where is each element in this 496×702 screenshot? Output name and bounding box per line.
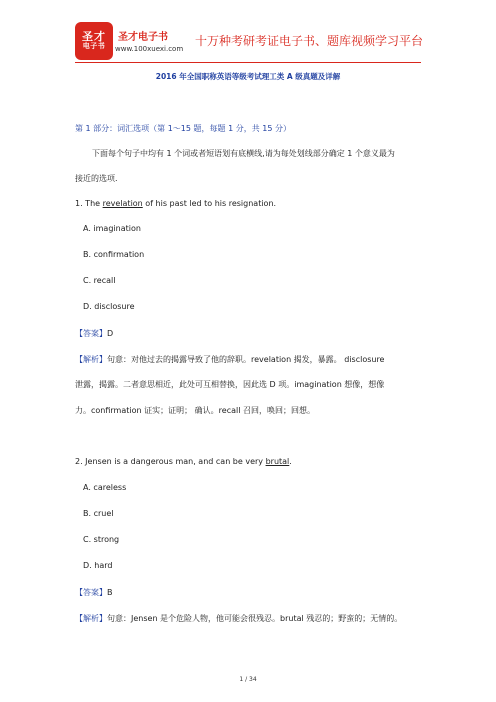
header-divider <box>75 62 421 63</box>
logo-line1: 圣才 <box>82 30 106 44</box>
page-number: 1 / 34 <box>239 676 257 683</box>
explanation-label: 【解析】 <box>75 614 107 623</box>
explanation-line3: 力。confirmation 证实；证明； 确认。recall 召回，唤回；回想。 <box>75 406 315 415</box>
explanation-text: 句意：Jensen 是个危险人物，他可能会很残忍。brutal 残忍的；野蛮的；无情的。 <box>107 614 403 623</box>
option-a: A. imagination <box>83 224 141 233</box>
stem-text: . <box>289 457 292 466</box>
question-1-stem <box>75 199 276 208</box>
underlined-word: brutal <box>265 457 290 466</box>
answer-label: 【答案】 <box>75 329 107 338</box>
option-a: A. careless <box>83 483 127 492</box>
underlined-word: revelation <box>102 199 143 208</box>
option-d: D. disclosure <box>83 302 135 311</box>
answer-label: 【答案】 <box>75 588 107 597</box>
logo <box>75 22 113 60</box>
option-b: B. cruel <box>83 509 114 518</box>
answer-value: D <box>107 329 114 338</box>
explanation-text: 句意：对他过去的揭露导致了他的辞职。revelation 揭发，暴露。 disclosure <box>107 355 385 364</box>
answer <box>75 587 113 598</box>
brand-name: 圣才电子书 <box>118 32 168 43</box>
section-heading: 第 1 部分：词汇选项（第 1～15 题，每题 1 分，共 15 分） <box>75 124 291 133</box>
option-c: C. strong <box>83 535 120 544</box>
option-b: B. confirmation <box>83 250 145 259</box>
question-2-stem <box>75 457 292 466</box>
site-url[interactable]: www.100xuexi.com <box>115 45 184 53</box>
stem-text: 1. The <box>75 199 103 208</box>
logo-line2: 电子书 <box>82 42 106 51</box>
answer-value: B <box>107 588 113 597</box>
stem-text: of his past led to his resignation. <box>142 199 277 208</box>
instructions-line1: 下面每个句子中均有 1 个词或者短语划有底横线,请为每处划线部分确定 1 个意义最为 <box>92 149 395 158</box>
document-title: 2016 年全国职称英语等级考试理工类 A 级真题及详解 <box>155 72 341 81</box>
explanation-line1 <box>75 354 384 365</box>
answer <box>75 328 113 339</box>
explanation-line1 <box>75 613 402 624</box>
slogan: 十万种考研考证电子书、题库视频学习平台 <box>195 34 424 48</box>
option-d: D. hard <box>83 561 113 570</box>
stem-text: 2. Jensen is a dangerous man, and can be very <box>75 457 266 466</box>
explanation-label: 【解析】 <box>75 355 107 364</box>
header <box>75 22 424 62</box>
instructions-line2: 接近的选项. <box>75 174 118 183</box>
explanation-line2: 泄露，揭露。二者意思相近，此处可互相替换，因此选 D 项。imagination 想像，想像 <box>75 380 385 389</box>
option-c: C. recall <box>83 276 116 285</box>
